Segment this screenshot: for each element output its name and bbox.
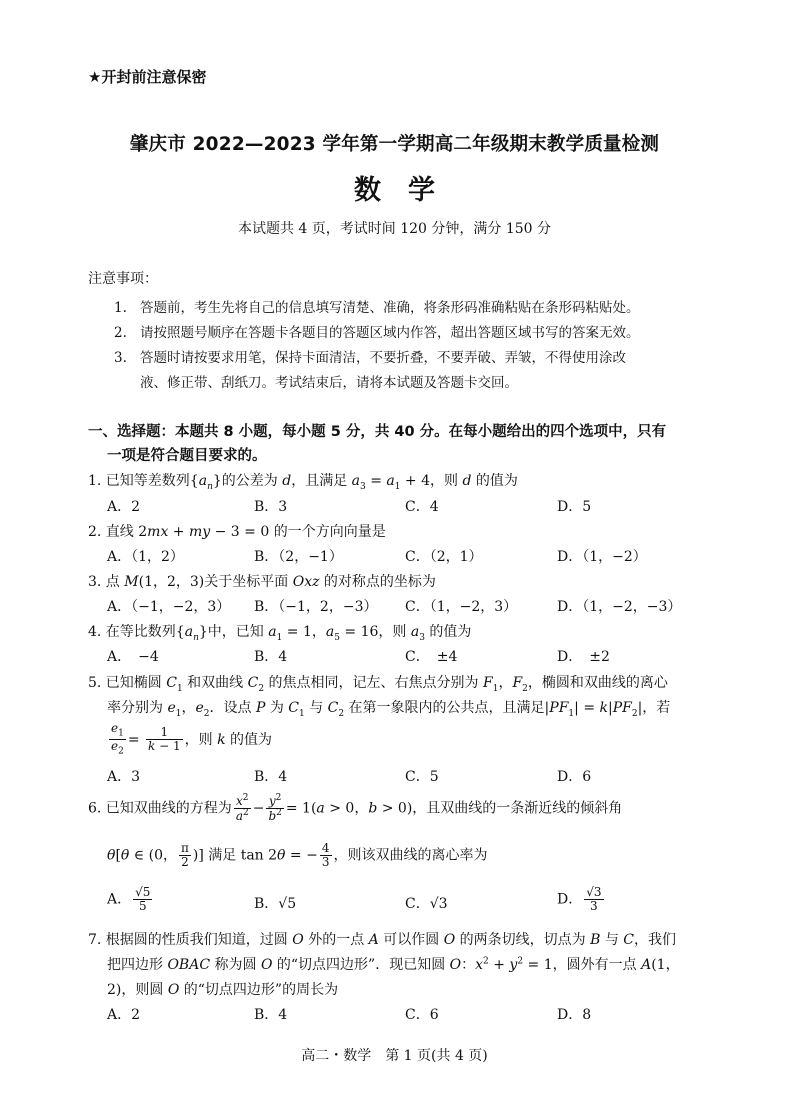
option-a: A．2 [107,1007,141,1023]
page-footer: 高二・数学 第 1 页(共 4 页) [301,1048,488,1064]
section-heading: 一、选择题：本题共 8 小题，每小题 5 分，共 40 分。在每小题给出的四个选项中，只有 [88,424,667,440]
option-c: C．5 [405,769,439,785]
option-b: B．3 [254,499,288,515]
note-item: 1. 答题前，考生先将自己的信息填写清楚、准确，将条形码准确粘贴在条形码粘贴处。 [114,300,640,316]
option-b: B．（−1，2，−3） [254,599,378,615]
note-item: 2. 请按照题号顺序在答题卡各题目的答题区域内作答，超出答题区域书写的答案无效。 [114,325,640,341]
note-item-continued: 液、修正带、刮纸刀。考试结束后，请将本试题及答题卡交回。 [140,375,518,391]
question-5: 5. 已知椭圆 $C_1$ 和双曲线 $C_2$ 的焦点相同，记左、右焦点分别为 $F_1$，$F_2$，椭圆和双曲线的离心 [88,675,668,694]
option-d: D． ±2 [557,649,610,665]
question-5-line-2: 率分别为 $e_1$，$e_2$．设点 P 为 $C_1$ 与 $C_2$ 在第一象限内的公共点，且满足$|PF_1| = k|PF_2|$，若 [107,700,671,719]
option-b: B．4 [254,769,288,785]
notes-title: 注意事项： [88,271,158,287]
question-1: 1. 已知等差数列$\{a_n\}$的公差为 d，且满足 $a_3 = a_1 + 4$，则 d 的值为 [88,473,518,492]
section-heading-continued: 一项是符合题目要求的。 [107,448,267,464]
question-7-line-3: 2)，则圆 O 的“切点四边形”的周长为 [107,982,339,998]
question-7-line-2: 把四边形 OBAC 称为圆 O 的“切点四边形”．现已知圆 O：$x^2 + y^2 = 1$，圆外有一点 A(1， [107,956,680,973]
option-b: B．4 [254,649,288,665]
option-b: B．（2，−1） [254,549,343,565]
option-c: C．√3 [405,896,448,912]
option-c: C．4 [405,499,439,515]
confidential-note: ★开封前注意保密 [88,68,207,86]
option-b: B．4 [254,1007,288,1023]
option-c: C．（1，−2，3） [405,599,518,615]
option-a: A． $\frac{√5}{5}$ [107,885,151,914]
option-a: A．（−1，−2，3） [107,599,231,615]
option-a: A． −4 [107,649,159,665]
note-item: 3. 答题时请按要求用笔，保持卡面清洁，不要折叠，不要弄破、弄皱，不得使用涂改 [114,350,626,366]
option-d: D．5 [557,499,592,515]
option-d: D．8 [557,1007,592,1023]
option-a: A．2 [107,499,141,515]
option-d: D．（1，−2） [557,549,647,565]
option-a: A．3 [107,769,141,785]
exam-title: 肇庆市 2022—2023 学年第一学期高二年级期末教学质量检测 [129,134,660,155]
question-4: 4. 在等比数列$\{a_n\}$中，已知 $a_1 = 1$，$a_5 = 16$，则 $a_3$ 的值为 [88,624,472,643]
subject-title: 数 学 [354,175,435,206]
option-c: C．6 [405,1007,439,1023]
question-5-line-3: $\frac{e_1}{e_2}$ = $\frac{1}{k - 1}$ ，则 k 的值为 [111,721,273,757]
option-d: D．（1，−2，−3） [557,599,682,615]
option-b: B．√5 [254,896,297,912]
option-d: D．6 [557,769,592,785]
question-3: 3. 点 M(1，2，3)关于坐标平面 Oxz 的对称点的坐标为 [88,574,436,590]
exam-info: 本试题共 4 页，考试时间 120 分钟，满分 150 分 [237,221,552,237]
option-d: D． $\frac{√3}{3}$ [557,885,602,914]
option-c: C． ±4 [405,649,458,665]
question-6: 6. 已知双曲线的方程为 $\frac{x^2}{a^2}$ − $\frac{y^2}{b^2}$ = 1(a > 0，b > 0)，且双曲线的一条渐近线的倾斜角 [88,793,623,824]
option-a: A．（1，2） [107,549,184,565]
question-7: 7. 根据圆的性质我们知道，过圆 O 外的一点 A 可以作圆 O 的两条切线，切点为 B 与 C，我们 [88,932,676,948]
question-6-line-2: θ[θ ∈ (0， $\frac{\pi}{2}$ )] 满足 tan 2θ = − $\frac{4}{3}$ ，则该双曲线的离心率为 [107,841,488,870]
question-2: 2. 直线 2mx + my − 3 = 0 的一个方向向量是 [88,524,386,540]
option-c: C．（2，1） [405,549,483,565]
